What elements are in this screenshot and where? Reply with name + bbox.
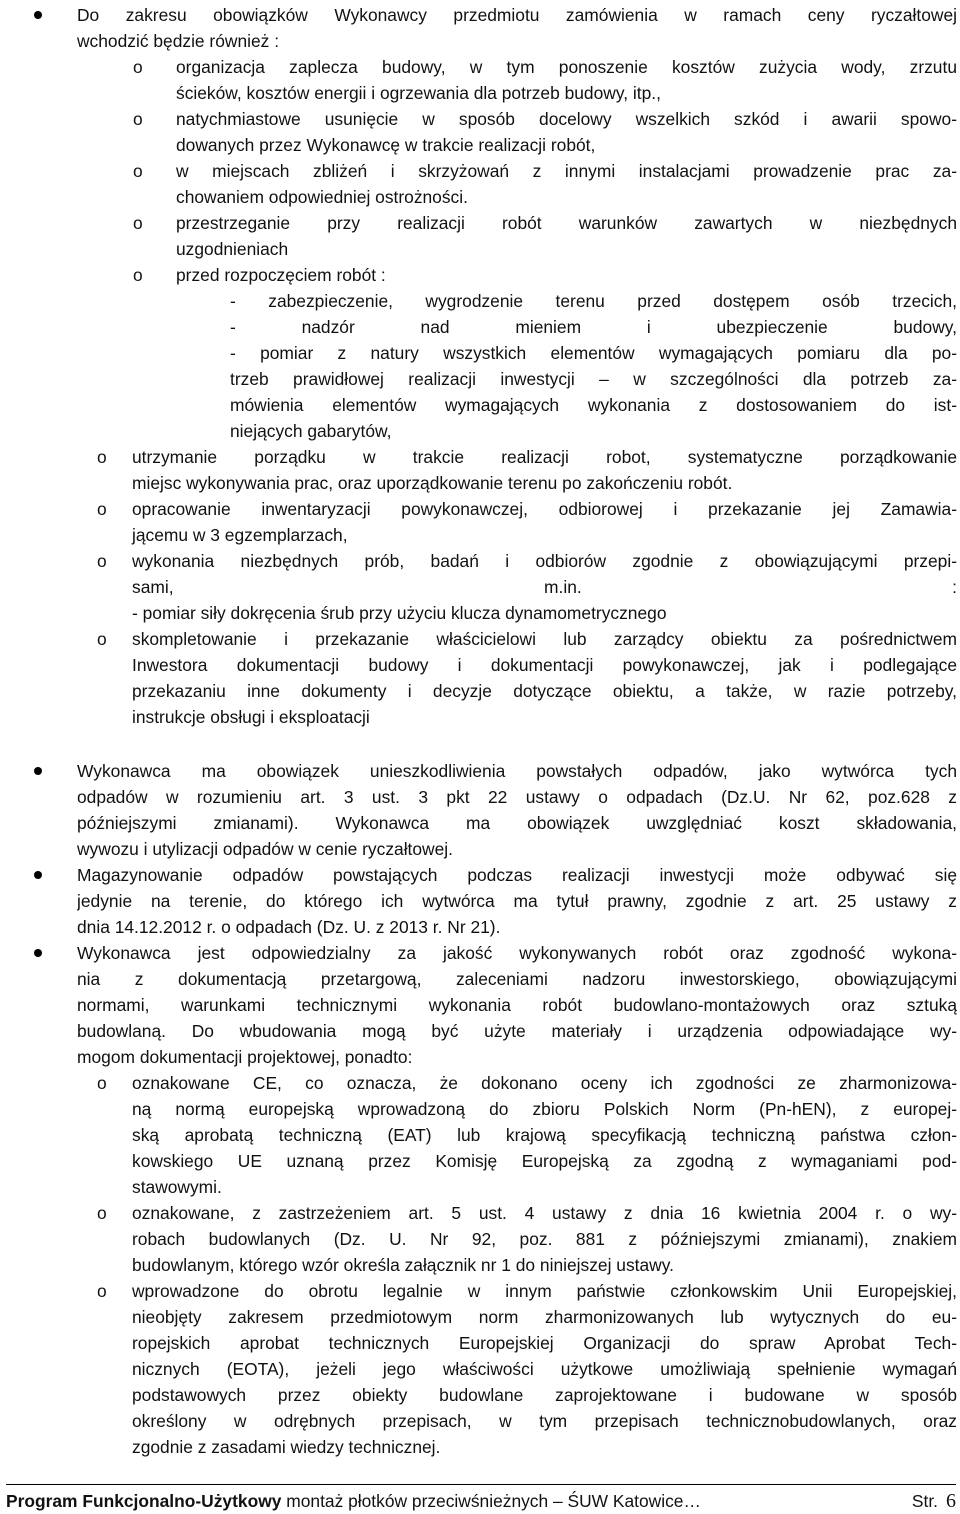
sub-bullet-marker: o: [97, 629, 107, 649]
text-line: [0, 600, 960, 626]
sub-bullet-marker: o: [97, 499, 107, 519]
text-line: [0, 262, 960, 288]
paragraph-text: stawowymi.: [132, 1177, 222, 1197]
paragraph-text: normami, warunkami technicznymi wykonania robót budowlano-montażowych oraz sztuką: [77, 995, 957, 1015]
paragraph-text: niejących gabarytów,: [230, 421, 392, 441]
paragraph-text: oznakowane, z zastrzeżeniem art. 5 ust. 4 ustawy z dnia 16 kwietnia 2004 r. o wy-: [132, 1203, 957, 1223]
footer-subtitle: montaż płotków przeciwśnieżnych – ŚUW Katowice…: [286, 1491, 701, 1511]
paragraph-text: - zabezpieczenie, wygrodzenie terenu przed dostępem osób trzecich,: [230, 291, 957, 311]
paragraph-text: ścieków, kosztów energii i ogrzewania dla potrzeb budowy, itp.,: [176, 83, 661, 103]
text-line: [0, 210, 960, 236]
paragraph-text: trzeb prawidłowej realizacji inwestycji – w szczególności dla potrzeb za-: [230, 369, 957, 389]
sub-bullet-marker: o: [133, 265, 143, 285]
paragraph-text: uzgodnieniach: [176, 239, 289, 259]
paragraph-text: skompletowanie i przekazanie właścicielowi lub zarządcy obiektu za pośrednictwem: [132, 629, 957, 649]
paragraph-text: odpadów w rozumieniu art. 3 ust. 3 pkt 22 ustawy o odpadach (Dz.U. Nr 62, poz.628 z: [77, 787, 957, 807]
paragraph-text: ropejskich aprobat technicznych Europejskiej Organizacji do spraw Aprobat Tech-: [132, 1333, 957, 1353]
paragraph-text: w miejscach zbliżeń i skrzyżowań z innymi instalacjami prowadzenie prac za-: [176, 161, 957, 181]
text-line: [0, 392, 960, 418]
sub-bullet-marker: o: [97, 1203, 107, 1223]
text-line: [0, 314, 960, 340]
text-line: [0, 1252, 960, 1278]
text-line: [0, 704, 960, 730]
text-line: [0, 80, 960, 106]
paragraph-text: utrzymanie porządku w trakcie realizacji robot, systematyczne porządkowanie: [132, 447, 957, 467]
text-line: [0, 158, 960, 184]
text-line: [0, 1200, 960, 1226]
text-line: [0, 1122, 960, 1148]
paragraph-text: wchodzić będzie również :: [77, 31, 280, 51]
text-line: [0, 992, 960, 1018]
text-line: [0, 1226, 960, 1252]
paragraph-text: nia z dokumentacją przetargową, zaleceniami nadzoru inwestorskiego, obowiązującymi: [77, 969, 957, 989]
text-line: [0, 548, 960, 574]
paragraph-text: chowaniem odpowiedniej ostrożności.: [176, 187, 468, 207]
paragraph-text: przed rozpoczęciem robót :: [176, 265, 386, 285]
paragraph-text: instrukcje obsługi i eksploatacji: [132, 707, 370, 727]
paragraph-text: budowlanym, którego wzór określa załącznik nr 1 do niniejszej ustawy.: [132, 1255, 674, 1275]
text-line: [0, 288, 960, 314]
text-line: [0, 496, 960, 522]
paragraph-text: budowlaną. Do wbudowania mogą być użyte materiały i urządzenia odpowiadające wy-: [77, 1021, 957, 1041]
text-line: [0, 758, 960, 784]
text-line: [0, 236, 960, 262]
text-line: [0, 652, 960, 678]
paragraph-text: wprowadzone do obrotu legalnie w innym państwie członkowskim Unii Europejskiej,: [132, 1281, 957, 1301]
text-line: [0, 54, 960, 80]
text-line: [0, 678, 960, 704]
paragraph-text: wywozu i utylizacji odpadów w cenie ryczałtowej.: [77, 839, 453, 859]
text-line: [0, 1018, 960, 1044]
paragraph-text: opracowanie inwentaryzacji powykonawczej, odbiorowej i przekazanie jej Zamawia-: [132, 499, 957, 519]
footer-title: Program Funkcjonalno-Użytkowy: [6, 1491, 282, 1511]
bullet-icon: [34, 949, 42, 957]
text-line: [0, 1382, 960, 1408]
text-line: [0, 1434, 960, 1460]
sub-bullet-marker: o: [97, 1281, 107, 1301]
paragraph-text: nieobjęty zakresem przedmiotowym norm zharmonizowanych lub wytycznych do eu-: [132, 1307, 957, 1327]
text-line: [0, 1278, 960, 1304]
paragraph-text: - pomiar z natury wszystkich elementów wymagających pomiaru dla po-: [230, 343, 957, 363]
text-line: [0, 888, 960, 914]
paragraph-text: jącemu w 3 egzemplarzach,: [132, 525, 348, 545]
paragraph-text: miejsc wykonywania prac, oraz uporządkowanie terenu po zakończeniu robót.: [132, 473, 733, 493]
text-line: [0, 1148, 960, 1174]
paragraph-text: - pomiar siły dokręcenia śrub przy użyciu klucza dynamometrycznego: [132, 603, 667, 623]
text-line: [0, 470, 960, 496]
paragraph-text: natychmiastowe usunięcie w sposób docelowy wszelkich szkód i awarii spowo-: [176, 109, 957, 129]
sub-bullet-marker: o: [133, 161, 143, 181]
paragraph-text: organizacja zaplecza budowy, w tym ponoszenie kosztów zużycia wody, zrzutu: [176, 57, 957, 77]
sub-bullet-marker: o: [97, 1073, 107, 1093]
text-line: [0, 106, 960, 132]
paragraph-text: wykonania niezbędnych prób, badań i odbiorów zgodnie z obowiązującymi przepi-: [132, 551, 957, 571]
text-line: [0, 1070, 960, 1096]
text-line: [0, 1330, 960, 1356]
text-line: [0, 574, 960, 600]
text-line: [0, 862, 960, 888]
paragraph-text: nicznych (EOTA), jeżeli jego właściwości użytkowe umożliwiają spełnienie wymagań: [132, 1359, 957, 1379]
text-line: [0, 418, 960, 444]
text-line: [0, 1174, 960, 1200]
paragraph-text: zgodnie z zasadami wiedzy technicznej.: [132, 1437, 441, 1457]
paragraph-text: przekazaniu inne dokumenty i decyzje dotyczące obiektu, a także, w razie potrzeby,: [132, 681, 957, 701]
text-line: [0, 810, 960, 836]
page-number-area: [912, 1489, 956, 1513]
text-line: [0, 366, 960, 392]
bullet-icon: [34, 11, 42, 19]
paragraph-text: Wykonawca jest odpowiedzialny za jakość wykonywanych robót oraz zgodność wykona-: [77, 943, 957, 963]
paragraph-text: sami, m.in. :: [132, 577, 957, 597]
paragraph-text: dnia 14.12.2012 r. o odpadach (Dz. U. z 2013 r. Nr 21).: [77, 917, 501, 937]
text-line: [0, 1304, 960, 1330]
text-line: [0, 132, 960, 158]
page-number: 6: [946, 1490, 956, 1512]
bullet-icon: [34, 871, 42, 879]
text-line: [0, 1356, 960, 1382]
paragraph-text: robach budowlanych (Dz. U. Nr 92, poz. 881 z późniejszymi zmianami), znakiem: [132, 1229, 957, 1249]
paragraph-text: podstawowych przez obiekty budowlane zaprojektowane i budowane w sposób: [132, 1385, 957, 1405]
sub-bullet-marker: o: [97, 447, 107, 467]
page-footer: [6, 1489, 956, 1513]
paragraph-text: - nadzór nad mieniem i ubezpieczenie budowy,: [230, 317, 957, 337]
text-line: [0, 836, 960, 862]
sub-bullet-marker: o: [133, 109, 143, 129]
text-line: [0, 914, 960, 940]
paragraph-text: przestrzeganie przy realizacji robót warunków zawartych w niezbędnych: [176, 213, 957, 233]
paragraph-text: Inwestora dokumentacji budowy i dokumentacji powykonawczej, jak i podlegające: [132, 655, 957, 675]
text-line: [0, 626, 960, 652]
text-line: [0, 966, 960, 992]
sub-bullet-marker: o: [133, 57, 143, 77]
sub-bullet-marker: o: [97, 551, 107, 571]
text-line: [0, 340, 960, 366]
text-line: [0, 2, 960, 28]
paragraph-text: późniejszymi zmianami). Wykonawca ma obowiązek uwzględniać koszt składowania,: [77, 813, 957, 833]
text-line: [0, 522, 960, 548]
text-line: [0, 444, 960, 470]
text-line: [0, 1044, 960, 1070]
paragraph-text: Do zakresu obowiązków Wykonawcy przedmiotu zamówienia w ramach ceny ryczałtowej: [77, 5, 957, 25]
paragraph-text: Magazynowanie odpadów powstających podczas realizacji inwestycji może odbywać się: [77, 865, 957, 885]
text-line: [0, 184, 960, 210]
paragraph-text: jedynie na terenie, do którego ich wytwórca ma tytuł prawny, zgodnie z art. 25 ustawy z: [77, 891, 957, 911]
paragraph-text: ną normą europejską wprowadzoną do zbioru Polskich Norm (Pn-hEN), z europej-: [132, 1099, 957, 1119]
paragraph-text: oznakowane CE, co oznacza, że dokonano oceny ich zgodności ze zharmonizowa-: [132, 1073, 957, 1093]
footer-divider: [6, 1484, 956, 1485]
sub-bullet-marker: o: [133, 213, 143, 233]
paragraph-text: Wykonawca ma obowiązek unieszkodliwienia powstałych odpadów, jako wytwórca tych: [77, 761, 957, 781]
text-line: [0, 784, 960, 810]
paragraph-text: ską aprobatą techniczną (EAT) lub krajową specyfikacją techniczną państwa człon-: [132, 1125, 957, 1145]
text-line: [0, 940, 960, 966]
bullet-icon: [34, 767, 42, 775]
paragraph-text: kowskiego UE uznaną przez Komisję Europejską za zgodną z wymaganiami pod-: [132, 1151, 957, 1171]
text-line: [0, 1096, 960, 1122]
paragraph-text: mogom dokumentacji projektowej, ponadto:: [77, 1047, 413, 1067]
text-line: [0, 1408, 960, 1434]
text-line: [0, 28, 960, 54]
paragraph-text: dowanych przez Wykonawcę w trakcie realizacji robót,: [176, 135, 596, 155]
paragraph-text: mówienia elementów wymagających wykonania z dostosowaniem do ist-: [230, 395, 957, 415]
page-label: Str.: [911, 1491, 938, 1511]
paragraph-text: określony w odrębnych przepisach, w tym przepisach technicznobudowlanych, oraz: [132, 1411, 957, 1431]
